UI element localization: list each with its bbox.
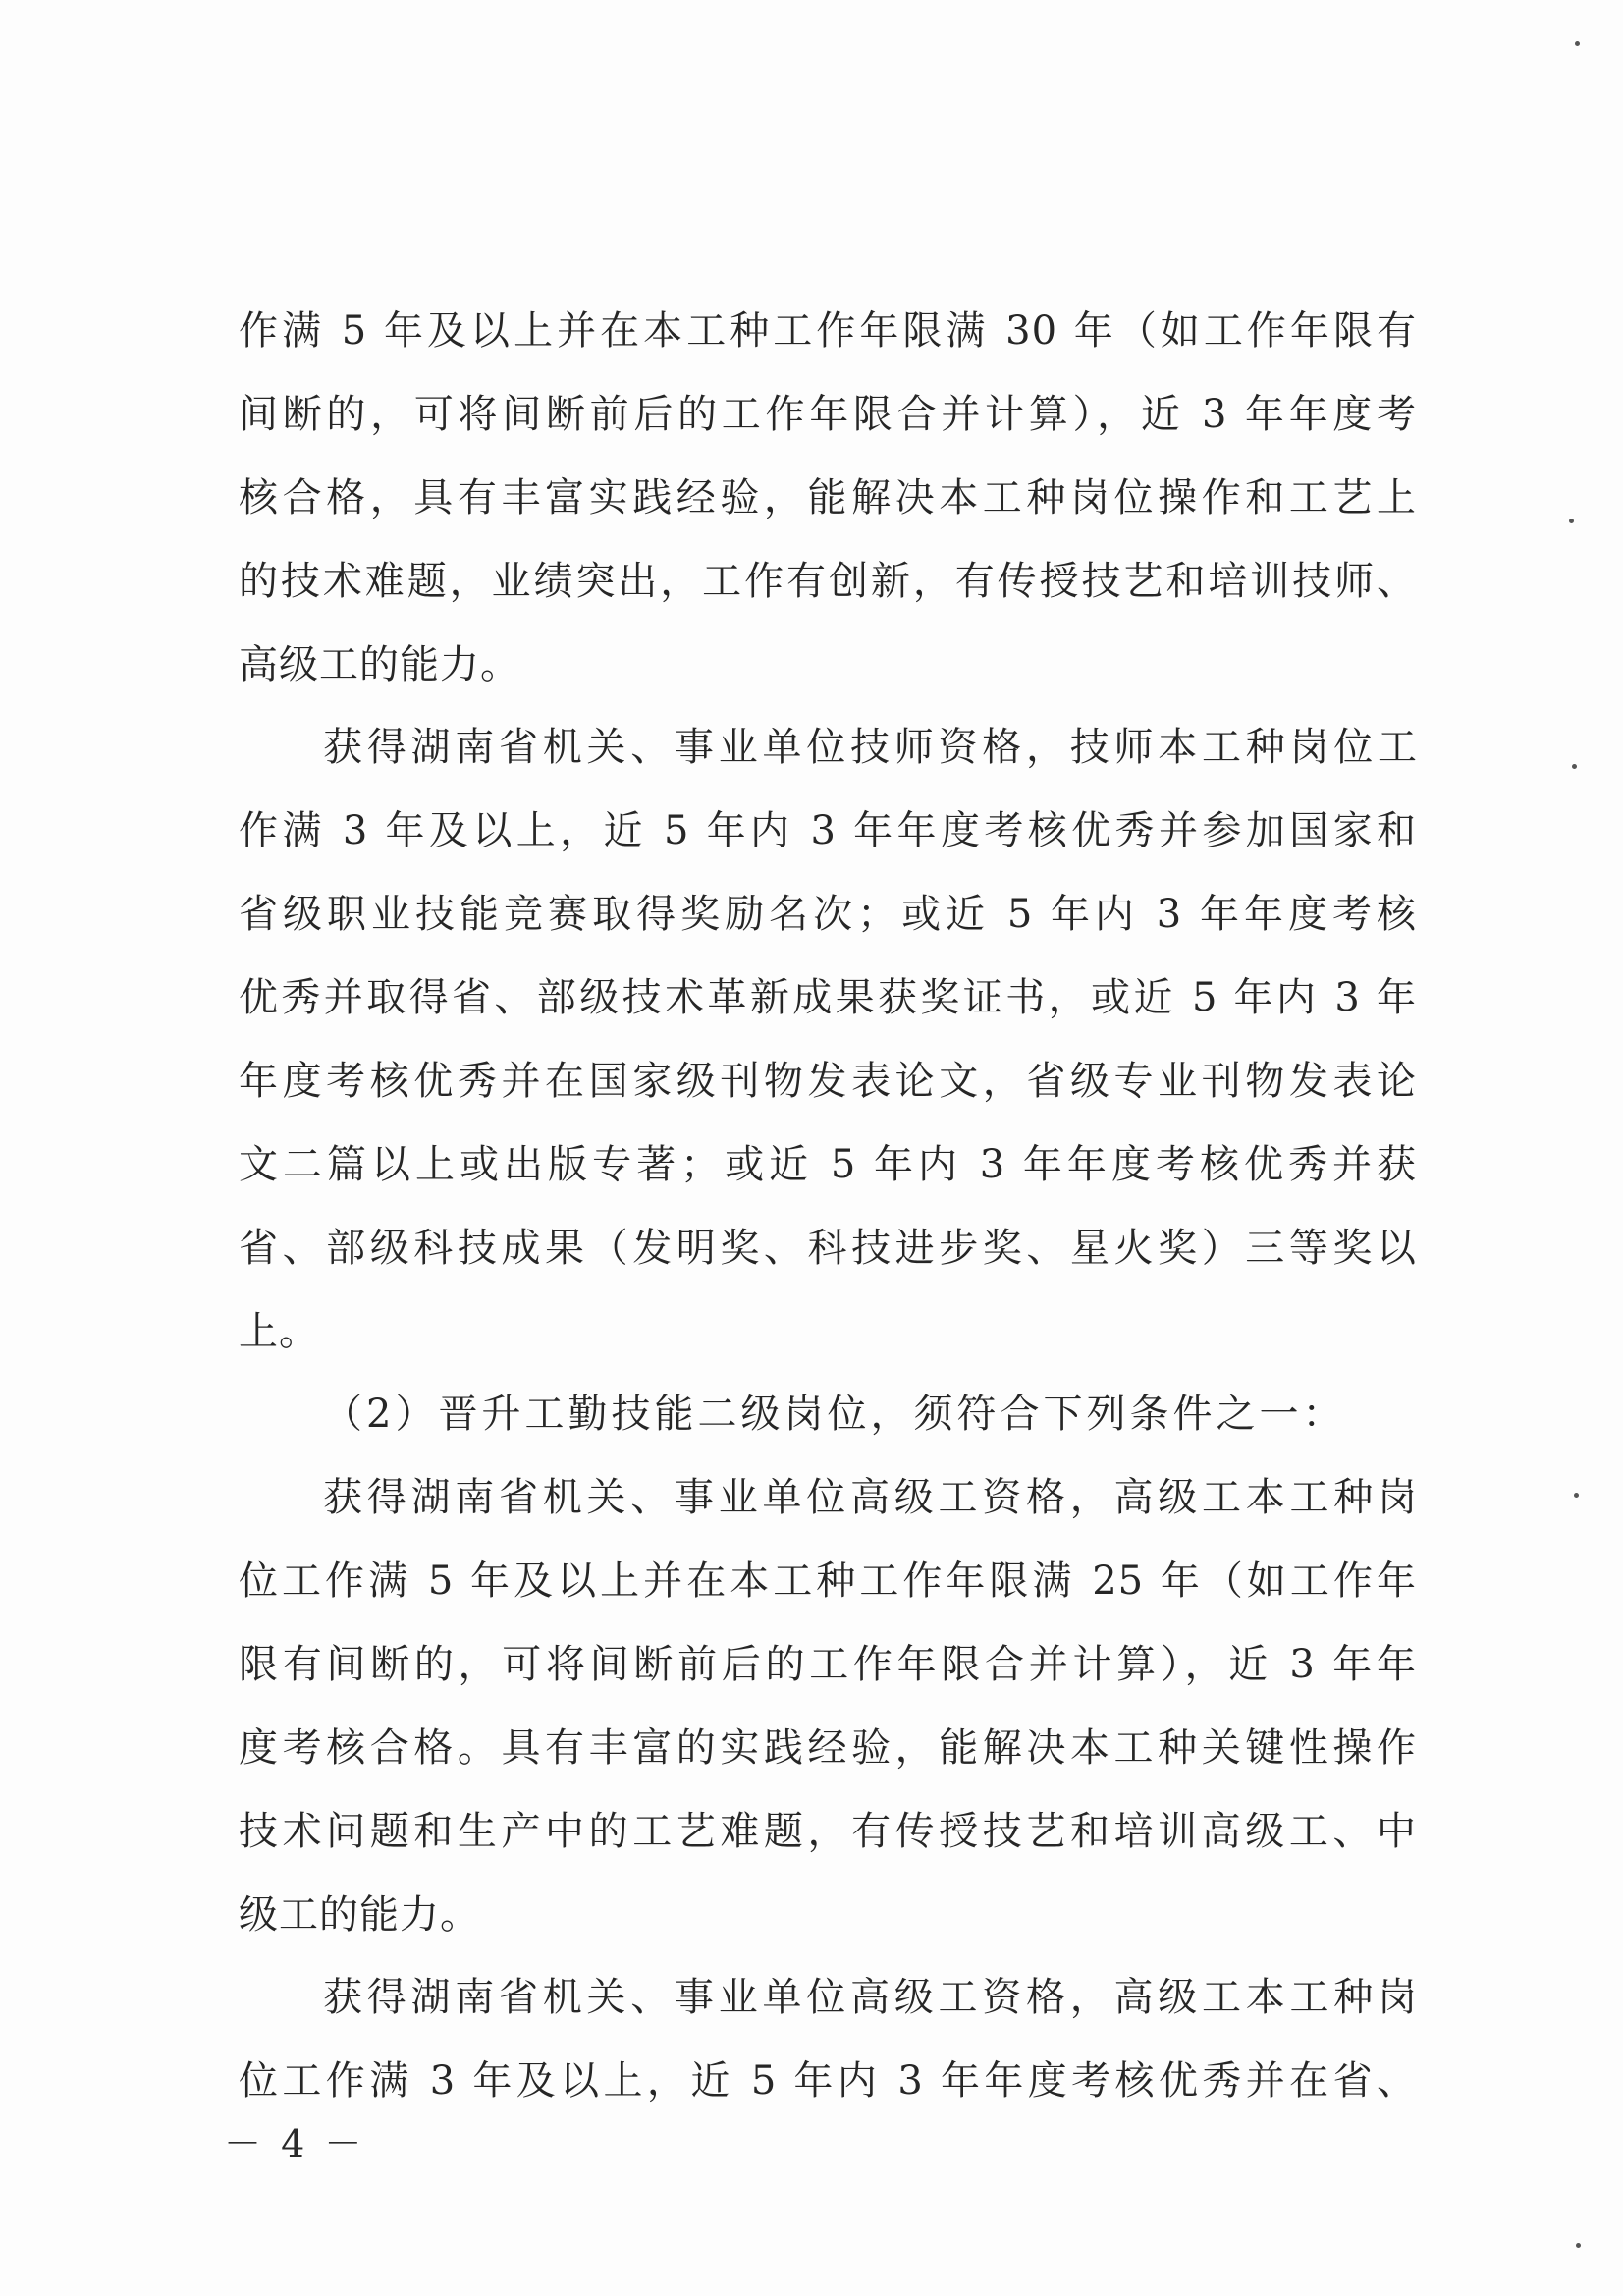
scan-speck bbox=[1572, 764, 1577, 769]
scan-speck bbox=[1576, 2243, 1581, 2248]
text-line-21: 获得湖南省机关、事业单位高级工资格，高级工本工种岗 bbox=[323, 1975, 1418, 2020]
text-line-10: 年度考核优秀并在国家级刊物发表论文，省级专业刊物发表论 bbox=[239, 1059, 1417, 1104]
section-heading: （2）晋升工勤技能二级岗位，须符合下列条件之一： bbox=[323, 1392, 1346, 1437]
page-number: － 4 － bbox=[224, 2122, 366, 2165]
text-line-13: 上。 bbox=[239, 1309, 319, 1354]
text-line-17: 限有间断的，可将间断前后的工作年限合并计算），近 3 年年 bbox=[239, 1642, 1417, 1687]
text-line-19: 技术问题和生产中的工艺难题，有传授技艺和培训高级工、中 bbox=[239, 1809, 1417, 1854]
text-line-4: 的技术难题，业绩突出，工作有创新，有传授技艺和培训技师、 bbox=[239, 559, 1417, 604]
text-line-20: 级工的能力。 bbox=[239, 1892, 480, 1938]
scan-speck bbox=[1574, 1493, 1579, 1498]
scan-speck bbox=[1575, 41, 1580, 46]
text-line-12: 省、部级科技成果（发明奖、科技进步奖、星火奖）三等奖以 bbox=[239, 1226, 1417, 1271]
text-line-15: 获得湖南省机关、事业单位高级工资格，高级工本工种岗 bbox=[323, 1475, 1418, 1520]
text-line-22: 位工作满 3 年及以上，近 5 年内 3 年年度考核优秀并在省、 bbox=[239, 2058, 1417, 2104]
text-line-8: 省级职业技能竞赛取得奖励名次；或近 5 年内 3 年年度考核 bbox=[239, 892, 1417, 937]
text-line-2: 间断的，可将间断前后的工作年限合并计算），近 3 年年度考 bbox=[239, 392, 1417, 437]
text-line-1: 作满 5 年及以上并在本工种工作年限满 30 年（如工作年限有 bbox=[239, 308, 1417, 354]
text-line-5: 高级工的能力。 bbox=[239, 642, 520, 687]
scan-speck bbox=[1569, 519, 1574, 523]
text-line-6: 获得湖南省机关、事业单位技师资格，技师本工种岗位工 bbox=[323, 725, 1418, 770]
text-line-7: 作满 3 年及以上，近 5 年内 3 年年度考核优秀并参加国家和 bbox=[239, 808, 1417, 853]
text-line-18: 度考核合格。具有丰富的实践经验，能解决本工种关键性操作 bbox=[239, 1725, 1417, 1771]
text-line-11: 文二篇以上或出版专著；或近 5 年内 3 年年度考核优秀并获 bbox=[239, 1142, 1417, 1187]
text-line-3: 核合格，具有丰富实践经验，能解决本工种岗位操作和工艺上 bbox=[239, 475, 1417, 520]
text-line-9: 优秀并取得省、部级技术革新成果获奖证书，或近 5 年内 3 年 bbox=[239, 975, 1417, 1020]
text-line-16: 位工作满 5 年及以上并在本工种工作年限满 25 年（如工作年 bbox=[239, 1558, 1417, 1604]
